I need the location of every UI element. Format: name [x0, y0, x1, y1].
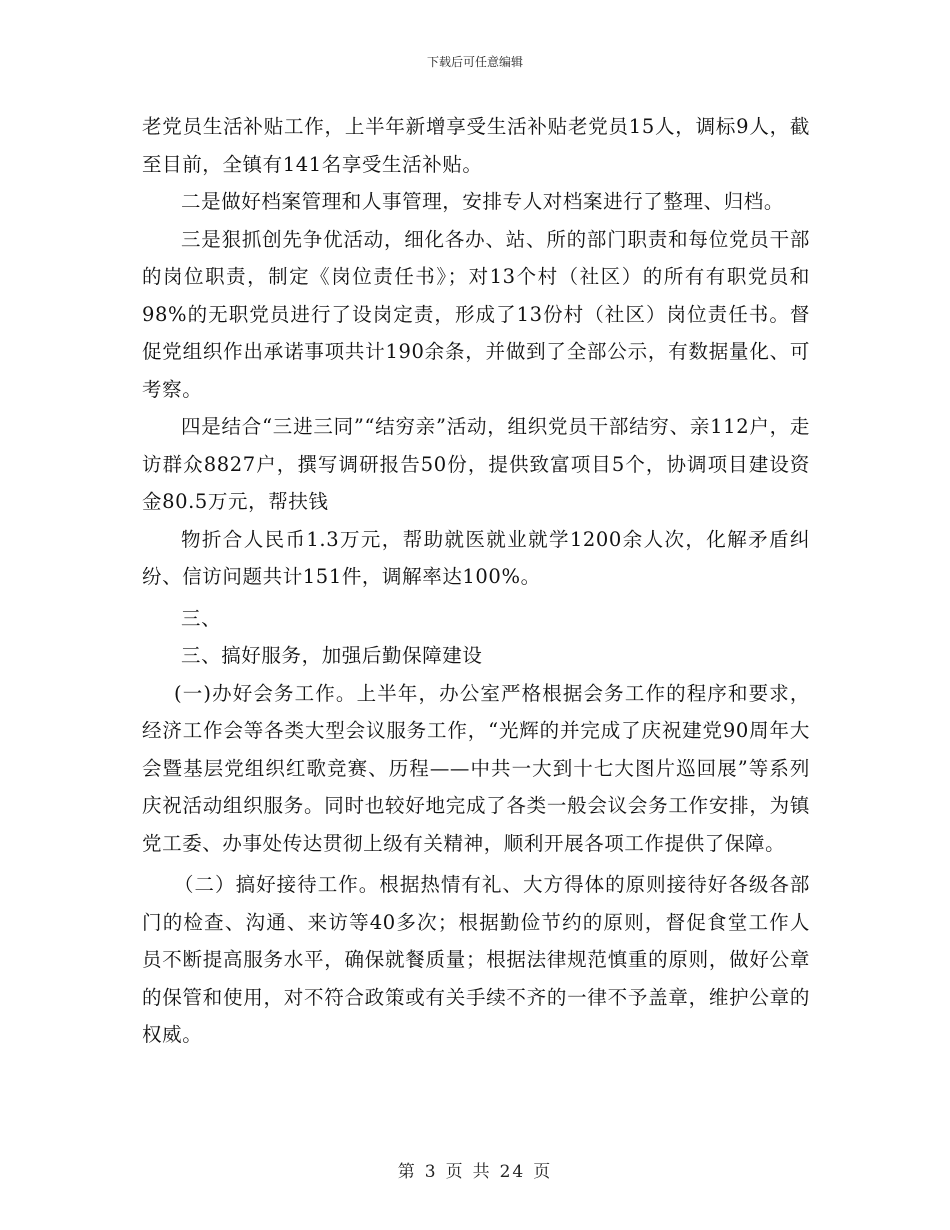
section-heading: 三、搞好服务，加强后勤保障建设 — [181, 644, 483, 667]
footer-prefix: 第 — [397, 1162, 417, 1182]
paragraph-3: 三是狠抓创先争优活动，细化各办、站、所的部门职责和每位党员干部的岗位职责，制定《岗位责任书》；对13个村（社区）的所有有职党员和98%的无职党员进行了设岗定责，形成了13份村（社区）岗位责任书。督促党组织作出承诺事项共计190余条，并做到了全部公示，有数据量化、可考察。 — [142, 227, 810, 401]
paragraph-2: 二是做好档案管理和人事管理，安排专人对档案进行了整理、归档。 — [181, 190, 785, 213]
document-body — [142, 108, 810, 1054]
paragraph-7: （二）搞好接待工作。根据热情有礼、大方得体的原则接待好各级各部门的检查、沟通、来访等40多次；根据勤俭节约的原则，督促食堂工作人员不断提高服务水平，确保就餐质量；根据法律规范慎重的原则，做好公章的保管和使用，对不符合政策或有关手续不齐的一律不予盖章，维护公章的权威。 — [142, 873, 810, 1046]
footer-page-number: 3 — [424, 1162, 438, 1182]
paragraph-4: 四是结合“三进三同”“结穷亲”活动，组织党员干部结穷、亲112户，走访群众8827户，撰写调研报告50份，提供致富项目5个，协调项目建设资金80.5万元，帮扶钱 — [142, 415, 810, 513]
footer-total-label: 共 — [472, 1162, 492, 1182]
footer-suffix: 页 — [533, 1162, 553, 1182]
paragraph-6: (一)办好会务工作。上半年，办公室严格根据会务工作的程序和要求，经济工作会等各类大型会议服务工作，“光辉的并完成了庆祝建党90周年大会暨基层党组织红歌竞赛、历程——中共一大到十七大图片巡回展”等系列庆祝活动组织服务。同时也较好地完成了各类一般会议会务工作安排，为镇党工委、办事处传达贯彻上级有关精神，顺利开展各项工作提供了保障。 — [142, 681, 810, 855]
footer-total-pages: 24 — [499, 1162, 526, 1182]
page-header-note: 下载后可任意编辑 — [426, 55, 523, 69]
page-number-footer — [0, 1157, 950, 1182]
footer-page-word: 页 — [445, 1162, 465, 1182]
section-heading-stub: 三、 — [181, 606, 222, 630]
paragraph-5: 物折合人民币1.3万元，帮助就医就业就学1200余人次，化解矛盾纠纷、信访问题共计151件，调解率达100%。 — [142, 527, 811, 588]
paragraph-1: 老党员生活补贴工作，上半年新增享受生活补贴老党员15人，调标9人，截至目前，全镇有141名享受生活补贴。 — [142, 115, 810, 176]
